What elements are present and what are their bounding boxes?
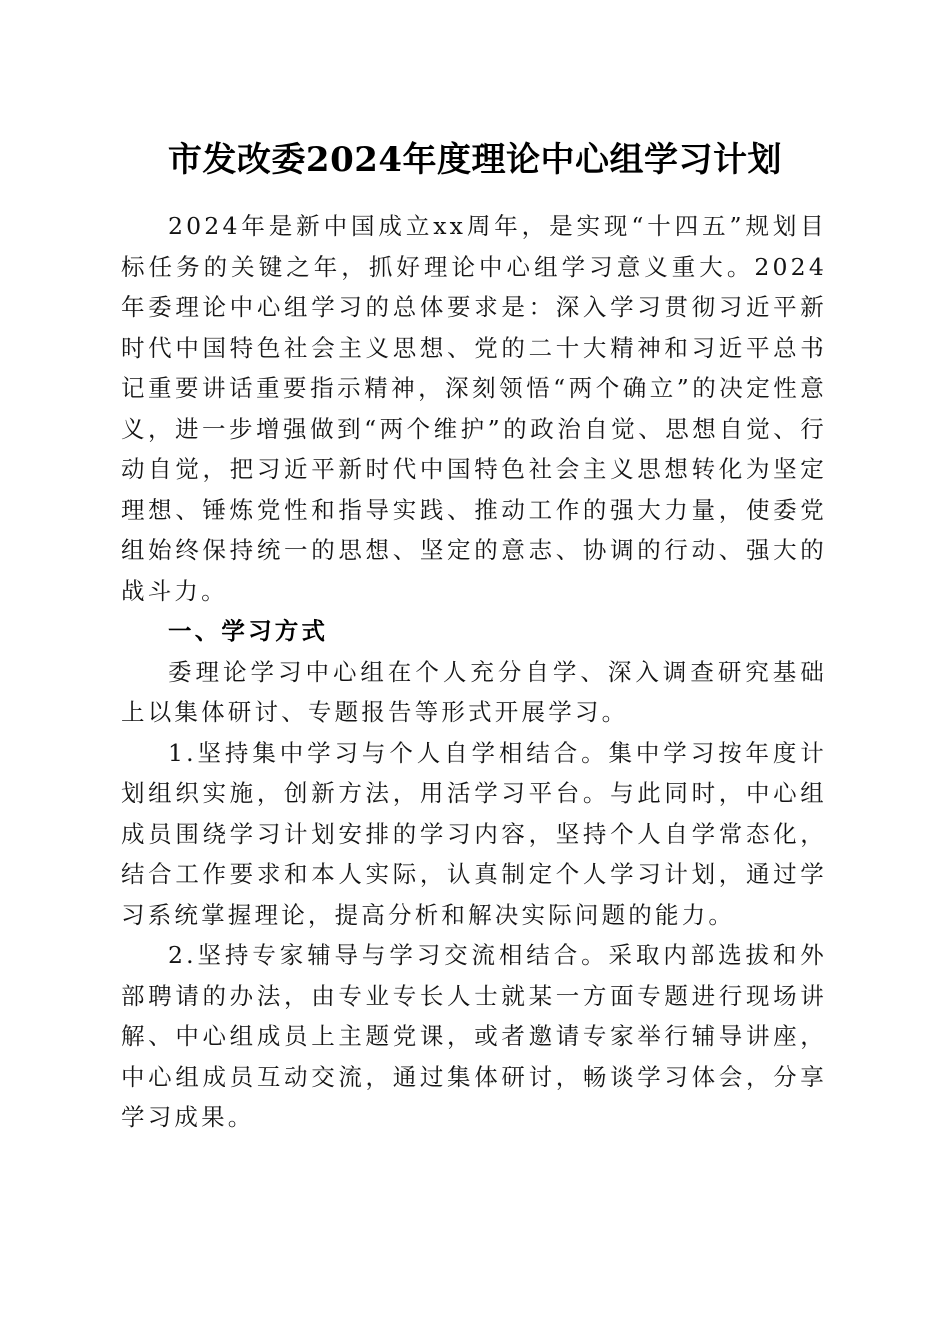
item-1-paragraph: 1.坚持集中学习与个人自学相结合。集中学习按年度计划组织实施，创新方法，用活学习平台。与此同时，中心组成员围绕学习计划安排的学习内容，坚持个人自学常态化，结合工作要求和本人实际，认真制定个人学习计划，通过学习系统掌握理论，提高分析和解决实际问题的能力。 (121, 738, 827, 929)
document-title: 市发改委2024年度理论中心组学习计划 (167, 140, 783, 180)
document-body (121, 206, 827, 1138)
study-methods-paragraph: 委理论学习中心组在个人充分自学、深入调查研究基础上以集体研讨、专题报告等形式开展学习。 (121, 657, 827, 726)
item-2-paragraph: 2.坚持专家辅导与学习交流相结合。采取内部选拔和外部聘请的办法，由专业专长人士就某一方面专题进行现场讲解、中心组成员上主题党课，或者邀请专家举行辅导讲座，中心组成员互动交流，通过集体研讨，畅谈学习体会，分享学习成果。 (121, 941, 827, 1131)
intro-paragraph: 2024年是新中国成立xx周年，是实现“十四五”规划目标任务的关键之年，抓好理论中心组学习意义重大。2024年委理论中心组学习的总体要求是：深入学习贯彻习近平新时代中国特色社会主义思想、党的二十大精神和习近平总书记重要讲话重要指示精神，深刻领悟“两个确立”的决定性意义，进一步增强做到“两个维护”的政治自觉、思想自觉、行动自觉，把习近平新时代中国特色社会主义思想转化为坚定理想、锤炼党性和指导实践、推动工作的强大力量，使委党组始终保持统一的思想、坚定的意志、协调的行动、强大的战斗力。 (121, 212, 827, 605)
section-heading-study-methods: 一、学习方式 (168, 617, 329, 645)
